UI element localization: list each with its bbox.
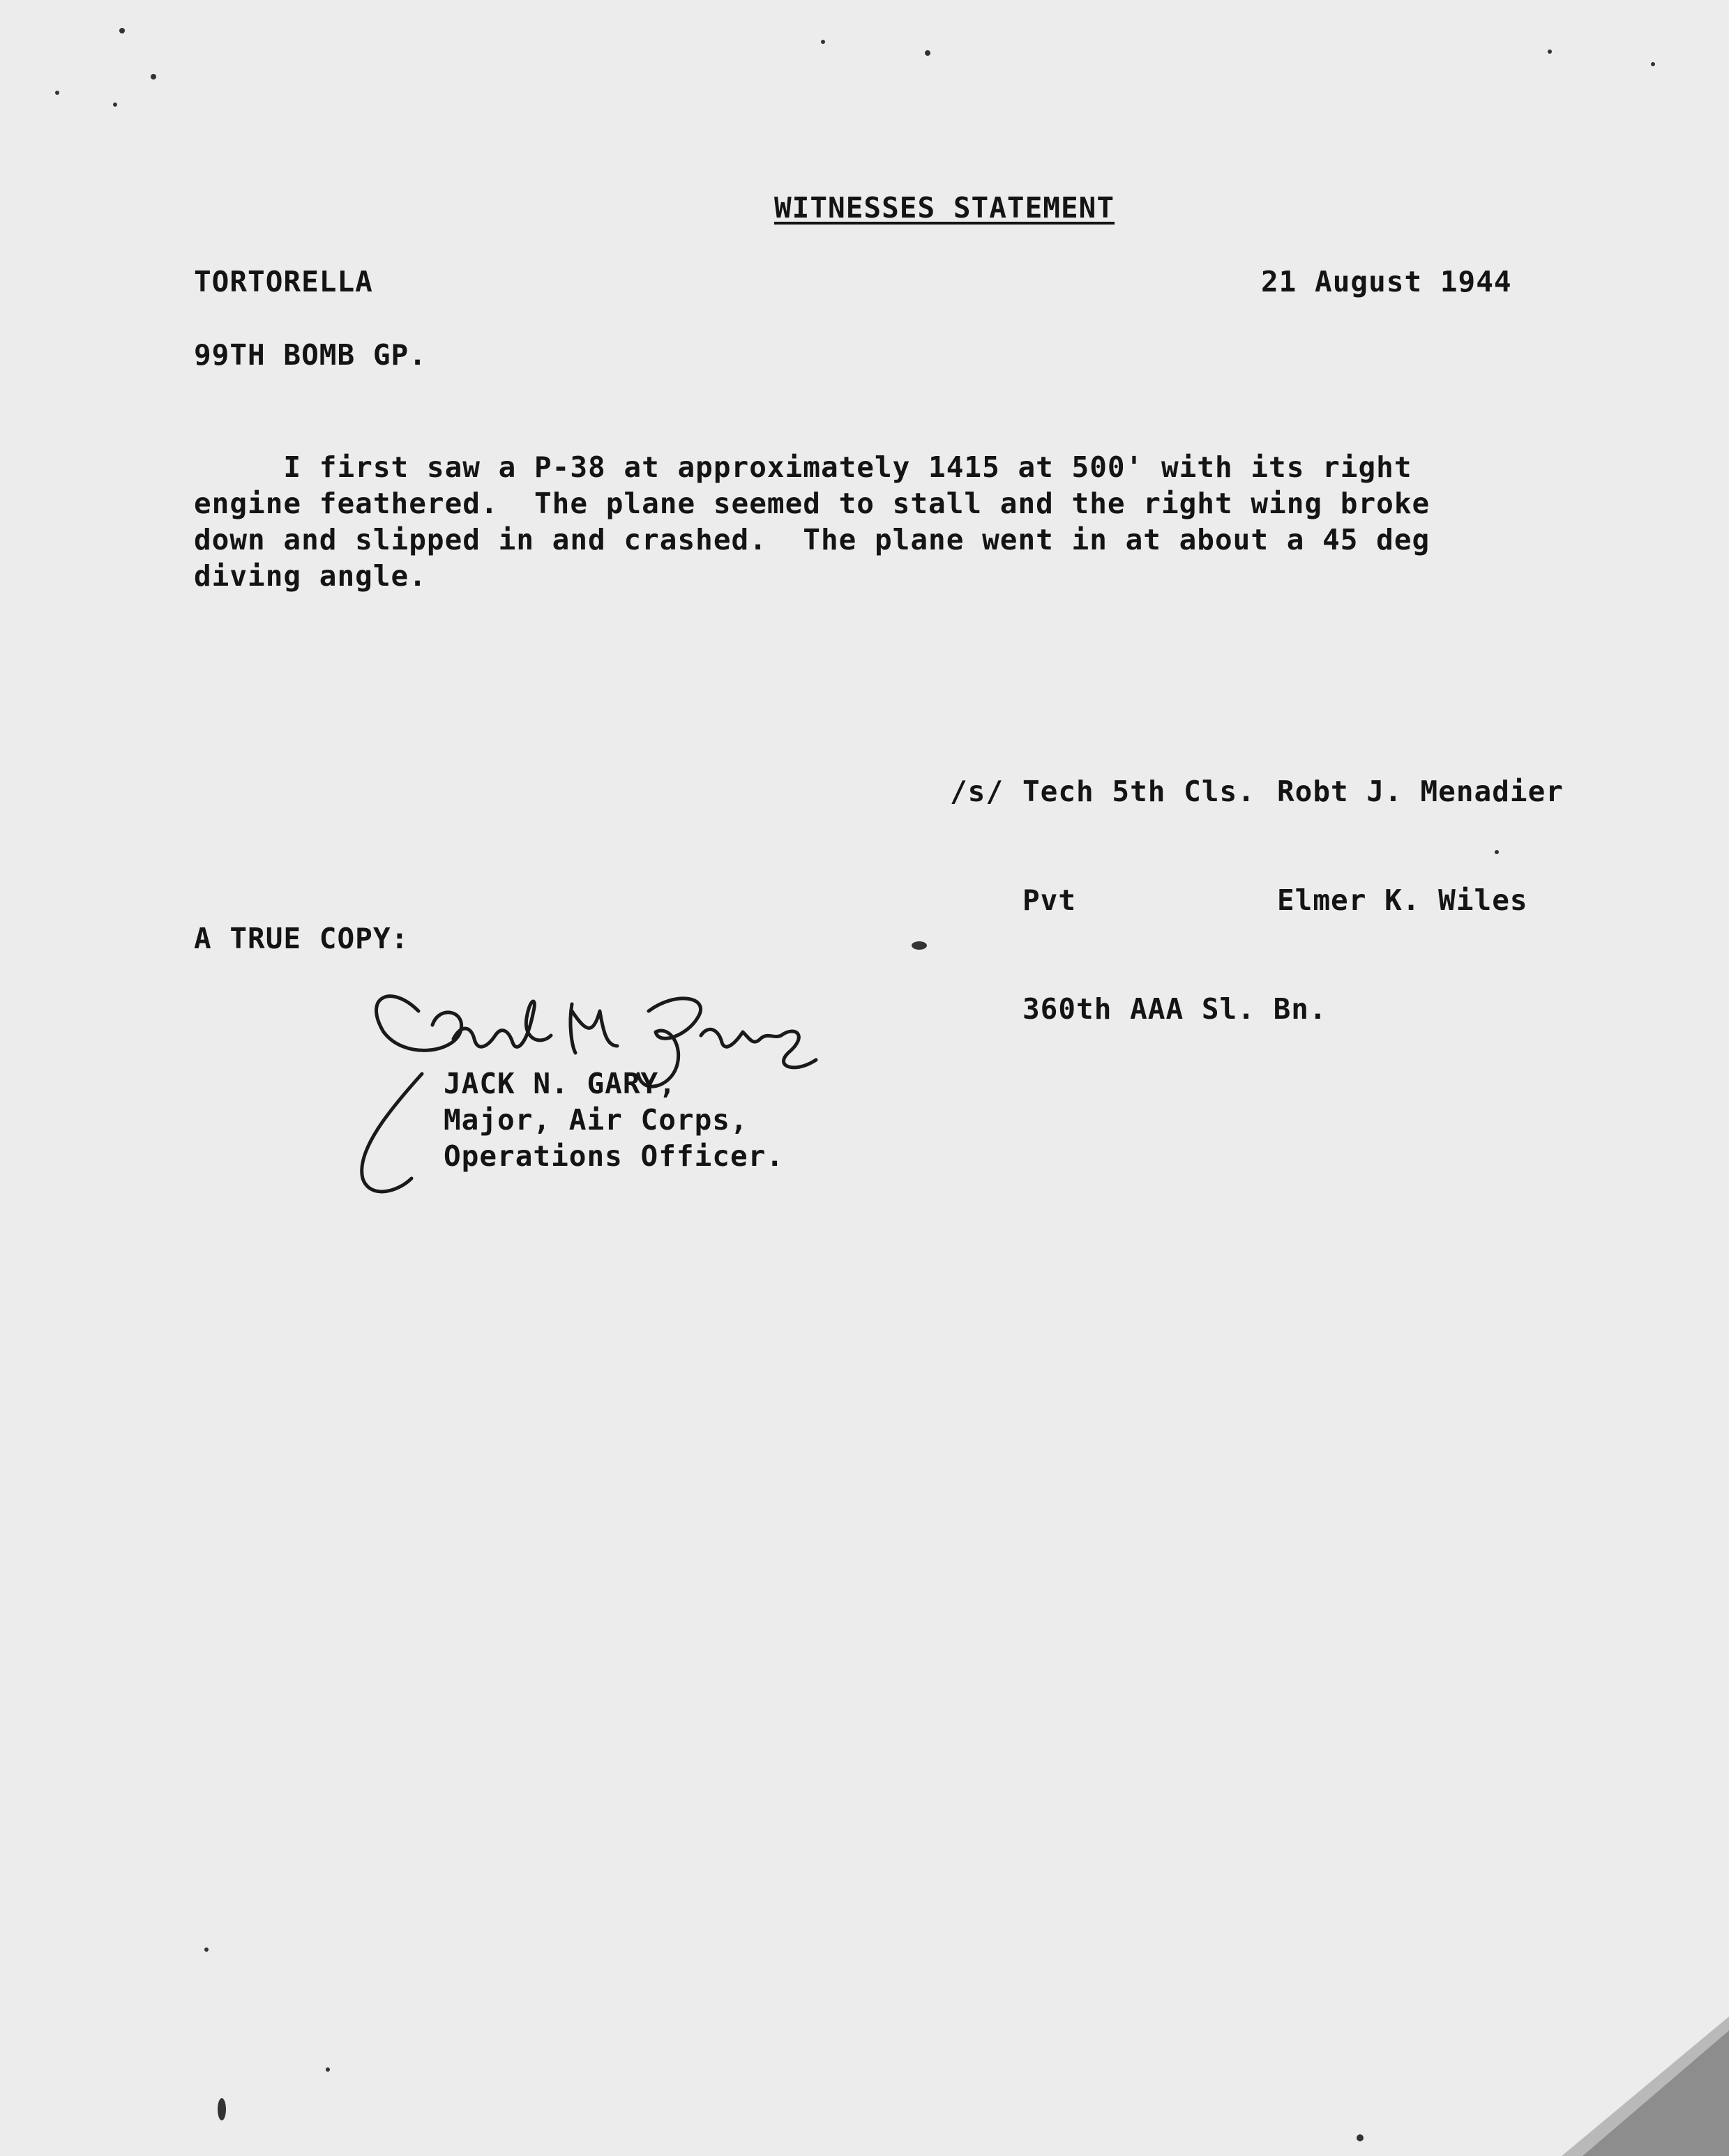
statement-line: down and slipped in and crashed. The plane went in at about a 45 deg (194, 523, 1430, 556)
statement-line: I first saw a P-38 at approximately 1415 at 500' with its right (194, 450, 1412, 484)
folded-corner (1562, 2017, 1729, 2156)
officer-name: JACK N. GARY, (444, 1067, 677, 1100)
location: TORTORELLA (194, 265, 373, 298)
signature-mark: /s/ (950, 775, 1004, 808)
date: 21 August 1944 (1261, 265, 1512, 298)
witness-name: Elmer K. Wiles (1277, 883, 1528, 917)
statement-line: diving angle. (194, 559, 427, 593)
witness-rank: Tech 5th Cls. (1022, 775, 1255, 808)
unit: 99TH BOMB GP. (194, 338, 427, 372)
witness-unit: 360th AAA Sl. Bn. (1022, 992, 1327, 1026)
officer-rank: Major, Air Corps, (444, 1103, 748, 1137)
true-copy-label: A TRUE COPY: (194, 922, 409, 955)
witness-rank: Pvt (1022, 883, 1077, 917)
document-title: WITNESSES STATEMENT (774, 191, 1115, 225)
officer-role: Operations Officer. (444, 1139, 784, 1173)
statement-line: engine feathered. The plane seemed to stall and the right wing broke (194, 487, 1430, 520)
witness-name: Robt J. Menadier (1277, 775, 1564, 808)
